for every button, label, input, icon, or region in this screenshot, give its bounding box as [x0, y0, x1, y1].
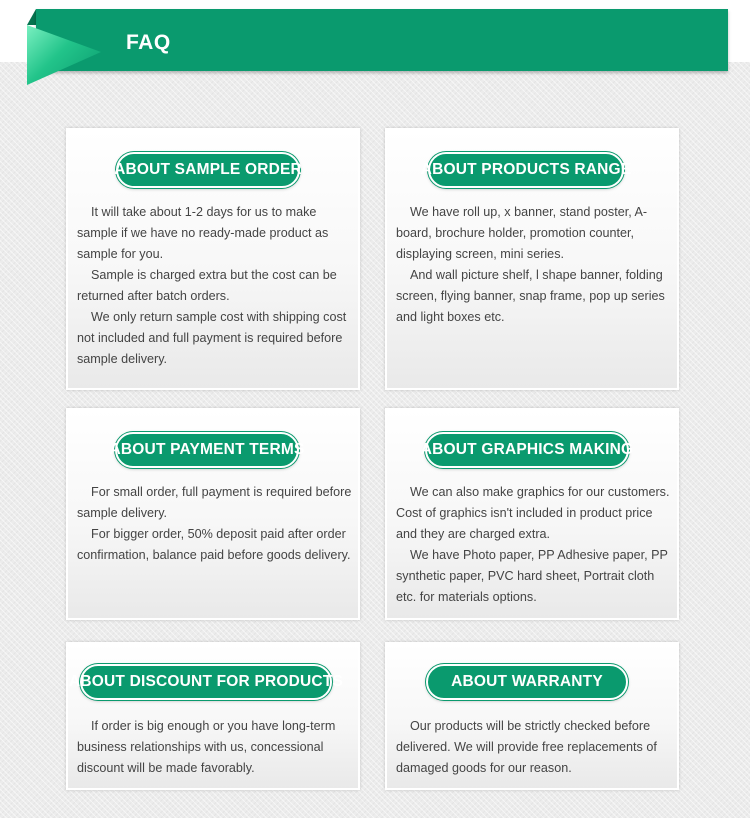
card-title-products-range: ABOUT PRODUCTS RANGE: [428, 152, 624, 188]
page-title: FAQ: [126, 31, 171, 54]
card-text-graphics-making: [396, 482, 676, 608]
faq-card-payment-terms: [66, 408, 360, 620]
card-text-discount: [77, 716, 357, 779]
card-text-products-range: [396, 202, 676, 328]
faq-card-warranty: [385, 642, 679, 790]
card-text-warranty: [396, 716, 676, 779]
card-text-payment-terms: [77, 482, 357, 566]
faq-card-graphics-making: [385, 408, 679, 620]
paragraph: For small order, full payment is required before sample delivery.: [77, 485, 352, 520]
card-title-warranty: ABOUT WARRANTY: [426, 664, 628, 700]
faq-card-discount: [66, 642, 360, 790]
paragraph: Our products will be strictly checked before delivered. We will provide free replacements of damaged goods for our reason.: [396, 719, 657, 775]
paragraph: We only return sample cost with shipping cost not included and full payment is required before sample delivery.: [77, 310, 347, 366]
paragraph: It will take about 1-2 days for us to make sample if we have no ready-made product as sample for you.: [77, 205, 329, 261]
card-title-discount: ABOUT DISCOUNT FOR PRODUCTS: [80, 664, 332, 700]
paragraph: For bigger order, 50% deposit paid after order confirmation, balance paid before goods delivery.: [77, 527, 351, 562]
faq-card-products-range: [385, 128, 679, 390]
paragraph: We have Photo paper, PP Adhesive paper, PP synthetic paper, PVC hard sheet, Portrait cloth etc. for materials options.: [396, 548, 668, 604]
card-text-sample-order: [77, 202, 357, 370]
card-title-sample-order: ABOUT SAMPLE ORDER: [116, 152, 300, 188]
faq-card-sample-order: [66, 128, 360, 390]
paragraph: And wall picture shelf, l shape banner, folding screen, flying banner, snap frame, pop up series and light boxes etc.: [396, 268, 665, 324]
paragraph: We have roll up, x banner, stand poster, A-board, brochure holder, promotion counter, displaying screen, mini series.: [396, 205, 648, 261]
paragraph: Sample is charged extra but the cost can be returned after batch orders.: [77, 268, 337, 303]
paragraph: We can also make graphics for our customers. Cost of graphics isn't included in product price and they are charged extra.: [396, 485, 670, 541]
card-title-payment-terms: ABOUT PAYMENT TERMS: [115, 432, 299, 468]
paragraph: If order is big enough or you have long-term business relationships with us, concessional discount will be made favorably.: [77, 719, 336, 775]
card-title-graphics-making: ABOUT GRAPHICS MAKING: [425, 432, 629, 468]
